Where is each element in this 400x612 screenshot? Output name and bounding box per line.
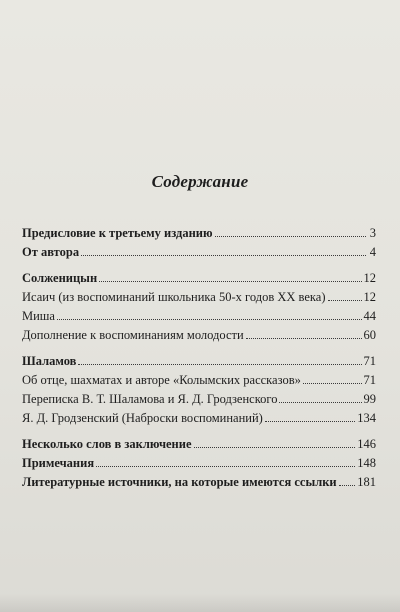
toc-entry-title: Об отце, шахматах и авторе «Колымских рассказов» bbox=[22, 373, 301, 387]
dot-leader bbox=[194, 436, 356, 448]
toc-entry-title: Миша bbox=[22, 309, 55, 323]
toc-entry-addition[interactable] bbox=[22, 327, 376, 343]
toc-entry-page: 181 bbox=[357, 475, 376, 489]
page-title: Содержание bbox=[151, 172, 249, 191]
dot-leader bbox=[328, 289, 362, 301]
toc-entry-conclusion[interactable] bbox=[22, 436, 376, 452]
dot-leader bbox=[339, 474, 356, 486]
dot-leader bbox=[279, 391, 361, 403]
toc-entry-page: 71 bbox=[363, 373, 376, 387]
toc-entry-grodzensky[interactable] bbox=[22, 410, 376, 426]
toc-entry-title: Переписка В. Т. Шаламова и Я. Д. Гродзенского bbox=[22, 392, 278, 406]
toc-entry-page: 3 bbox=[369, 226, 376, 240]
toc-entry-page: 148 bbox=[357, 456, 376, 470]
toc-entry-page: 146 bbox=[357, 437, 376, 451]
toc-group-solzhenitsyn bbox=[22, 270, 376, 343]
dot-leader bbox=[99, 270, 361, 282]
dot-leader bbox=[81, 244, 366, 256]
table-of-contents bbox=[22, 225, 376, 500]
toc-entry-isaich[interactable] bbox=[22, 289, 376, 305]
toc-entry-title: Примечания bbox=[22, 456, 95, 470]
toc-entry-father-chess[interactable] bbox=[22, 372, 376, 388]
toc-entry-page: 71 bbox=[363, 354, 376, 368]
toc-entry-title: Литературные источники, на которые имеются ссылки bbox=[22, 475, 337, 489]
toc-entry-solzhenitsyn[interactable] bbox=[22, 270, 376, 286]
toc-entry-correspondence[interactable] bbox=[22, 391, 376, 407]
toc-entry-page: 99 bbox=[363, 392, 376, 406]
dot-leader bbox=[215, 225, 366, 237]
toc-entry-page: 4 bbox=[369, 245, 376, 259]
toc-entry-shalamov[interactable] bbox=[22, 353, 376, 369]
toc-entry-page: 12 bbox=[363, 271, 376, 285]
toc-entry-title: Предисловие к третьему изданию bbox=[22, 226, 213, 240]
toc-entry-title: Шаламов bbox=[22, 354, 77, 368]
dot-leader bbox=[78, 353, 361, 365]
dot-leader bbox=[96, 455, 355, 467]
toc-group-shalamov bbox=[22, 353, 376, 426]
page-edge-shadow bbox=[0, 594, 400, 612]
toc-entry-title: Несколько слов в заключение bbox=[22, 437, 192, 451]
toc-group-intro bbox=[22, 225, 376, 260]
toc-entry-title: Солженицын bbox=[22, 271, 98, 285]
toc-entry-notes[interactable] bbox=[22, 455, 376, 471]
toc-entry-title: От автора bbox=[22, 245, 80, 259]
toc-entry-page: 44 bbox=[363, 309, 376, 323]
dot-leader bbox=[57, 308, 362, 320]
dot-leader bbox=[303, 372, 362, 384]
toc-entry-page: 12 bbox=[363, 290, 376, 304]
toc-entry-from-author[interactable] bbox=[22, 244, 376, 260]
dot-leader bbox=[265, 410, 355, 422]
toc-entry-misha[interactable] bbox=[22, 308, 376, 324]
toc-entry-sources[interactable] bbox=[22, 474, 376, 490]
toc-entry-title: Я. Д. Гродзенский (Наброски воспоминаний) bbox=[22, 411, 263, 425]
toc-entry-title: Исаич (из воспоминаний школьника 50-х годов XX века) bbox=[22, 290, 326, 304]
toc-entry-page: 134 bbox=[357, 411, 376, 425]
toc-group-closing bbox=[22, 436, 376, 490]
toc-entry-page: 60 bbox=[363, 328, 376, 342]
dot-leader bbox=[246, 327, 362, 339]
toc-entry-title: Дополнение к воспоминаниям молодости bbox=[22, 328, 244, 342]
toc-entry-preface[interactable] bbox=[22, 225, 376, 241]
